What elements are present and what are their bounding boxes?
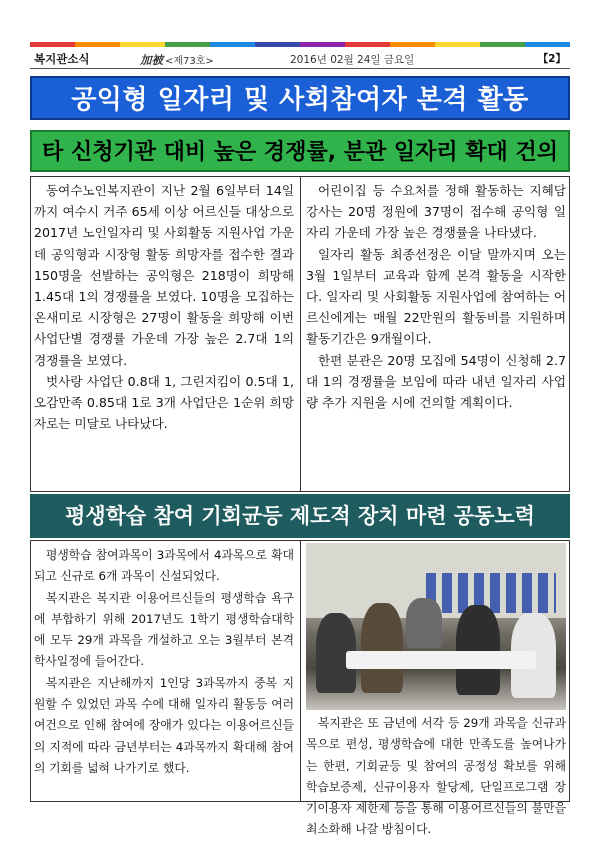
rainbow-segment (525, 42, 570, 47)
page-header (30, 48, 570, 69)
article2-paragraph: 복지관은 복지관 이용어르신들의 평생학습 욕구에 부합하기 위해 2017년도 1학기 평생학습대학에 모두 29개 과목을 개설하고 오는 3월부터 본격 학사일정에 들어간다. (34, 590, 294, 669)
issue-number (140, 52, 214, 68)
issue-hanja: 加被 (140, 53, 163, 67)
rainbow-segment (30, 42, 75, 47)
class-photo (306, 543, 566, 710)
rainbow-segment (390, 42, 435, 47)
headline: 공익형 일자리 및 사회참여자 본격 활동 (30, 76, 570, 120)
article2-right-column (306, 713, 566, 841)
rainbow-segment (480, 42, 525, 47)
photo-chairs (426, 573, 556, 613)
article1-left-column (34, 180, 294, 434)
article2-paragraph: 복지관은 또 금년에 서각 등 29개 과목을 신규과목으로 편성, 평생학습에 대한 만족도를 높여나가는 한편, 기회균등 및 참여의 공정성 확보를 위해 학습보증제, 신규이용자 할당제, 단일프로그램 장기이용자 제한제 등을 통해 이용어르신들의 불만을 최소화해 나갈 방침이다. (306, 716, 566, 837)
rainbow-segment (255, 42, 300, 47)
rainbow-segment (435, 42, 480, 47)
article1-paragraph: 일자리 활동 최종선정은 이달 말까지며 오는 3월 1일부터 교육과 함께 본격 활동을 시작한다. 일자리 및 사회활동 지원사업에 참여하는 어르신에게는 매월 22만원의 활동비를 지원하며 활동기간은 9개월이다. (306, 246, 566, 347)
article2-paragraph: 복지관은 지난해까지 1인당 3과목까지 중복 지원할 수 있었던 과목 수에 대해 일자리 활동등 여러여건으로 인해 참여에 장애가 있다는 이용어르신들의 지적에 따라 금년부터는 4과목까지 확대해 참여의 기회를 넓혀 나가기로 했다. (34, 675, 294, 775)
page-number: 【2】 (537, 53, 566, 65)
subheadline: 타 신청기관 대비 높은 경쟁률, 분관 일자리 확대 건의 (30, 130, 570, 172)
photo-table (346, 651, 536, 669)
photo-person (406, 598, 442, 648)
article2-paragraph: 평생학습 참여과목이 3과목에서 4과목으로 확대되고 신규로 6개 과목이 신설되었다. (34, 548, 294, 584)
newsletter-name: 복지관소식 (34, 52, 90, 66)
publish-date: 2016년 02월 24일 금요일 (290, 54, 415, 66)
rainbow-segment (75, 42, 120, 47)
article1-paragraph: 어린이집 등 수요처를 정해 활동하는 지혜담 강사는 20명 정원에 37명이 접수해 공익형 일자리 가운데 가장 높은 경쟁률을 나타냈다. (306, 183, 566, 241)
rainbow-segment (165, 42, 210, 47)
rainbow-segment (210, 42, 255, 47)
headline-2: 평생학습 참여 기회균등 제도적 장치 마련 공동노력 (30, 494, 570, 538)
article1-paragraph: 한편 분관은 20명 모집에 54명이 신청해 2.7대 1의 경쟁률을 보임에 따라 내년 일자리 사업량 추가 지원을 시에 건의할 계획이다. (306, 352, 566, 411)
photo-person (361, 603, 403, 693)
photo-person (456, 605, 500, 695)
rainbow-segment (345, 42, 390, 47)
rainbow-segment (120, 42, 165, 47)
rainbow-segment (300, 42, 345, 47)
article1-paragraph: 동여수노인복지관이 지난 2월 6일부터 14일까지 여수시 거주 65세 이상 어르신들 대상으로 2017년 노인일자리 및 사회활동 지원사업 가운데 공익형과 시장형 활동 희망자를 접수한 결과 150명을 선발하는 공익형은 218명이 희망해 1.45대 1의 경쟁률을 보였다. 10명을 모집하는 온새미로 시장형은 27명이 활동을 희망해 이번 사업단별 경쟁률 가운데 가장 높은 2.7대 1의 경쟁률을 보였다. (34, 183, 294, 368)
article2-left-column (34, 545, 294, 779)
article2-divider (300, 540, 301, 802)
issue-label: <제73호> (165, 56, 214, 67)
article1-divider (300, 176, 301, 492)
rainbow-stripe (30, 42, 570, 47)
article1-right-column (306, 180, 566, 413)
article1-paragraph: 벗사랑 사업단 0.8대 1, 그린지킴이 0.5대 1, 오감만족 0.85대 1로 3개 사업단은 1순위 희망자로는 미달로 나타났다. (34, 373, 294, 432)
